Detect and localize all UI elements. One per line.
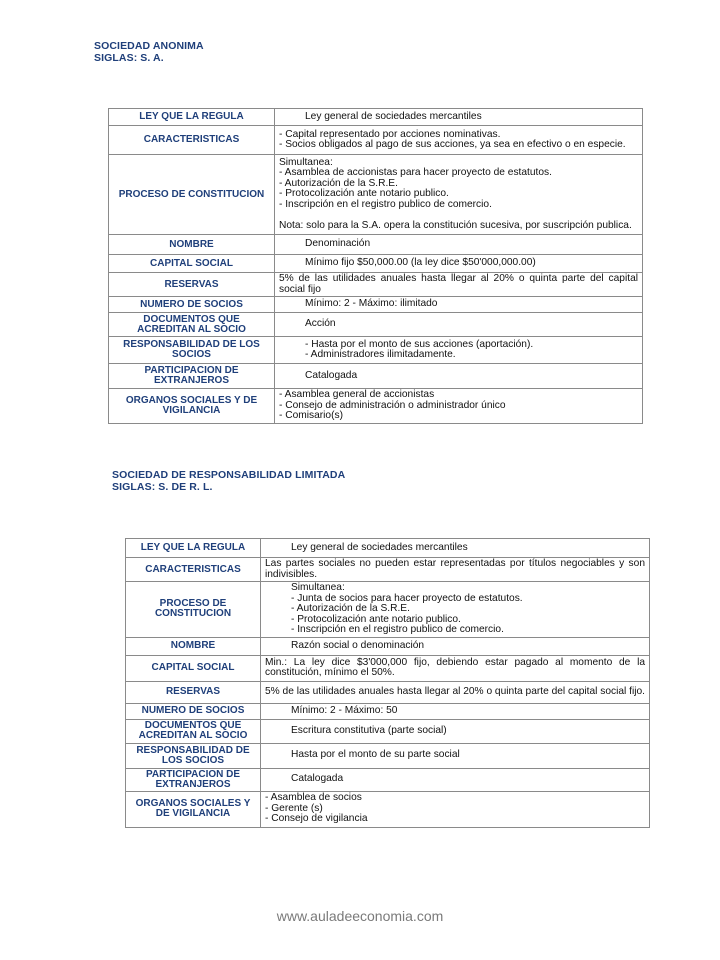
sa-row [109, 255, 643, 273]
srl-value-line: 5% de las utilidades anuales hasta llegar al 20% o quinta parte del capital social fijo. [265, 685, 646, 697]
srl-row-value [261, 582, 650, 638]
sa-value-line: Catalogada [305, 369, 358, 381]
sa-row-label: CARACTERISTICAS [109, 126, 275, 155]
sa-row-label: PARTICIPACION DE EXTRANJEROS [109, 364, 275, 389]
sa-row-value [275, 364, 643, 389]
sa-row [109, 109, 643, 126]
sa-row-label: RESPONSABILIDAD DE LOS SOCIOS [109, 337, 275, 364]
sa-value-line: Simultanea: [279, 156, 333, 168]
srl-row [126, 719, 650, 743]
sa-row [109, 155, 643, 235]
srl-value-line: Min.: La ley dice $3'000,000 fijo, debiendo estar pagado al momento de la constitución, mínimo el 50%. [265, 656, 645, 678]
srl-row-label: CARACTERISTICAS [126, 558, 261, 582]
srl-row-label: NOMBRE [126, 637, 261, 655]
srl-row-value [261, 719, 650, 743]
sa-row [109, 126, 643, 155]
sa-value-line: 5% de las utilidades anuales hasta llegar al 20% o quinta parte del capital social fijo [279, 273, 638, 295]
srl-heading [112, 469, 345, 493]
sa-row-label: ORGANOS SOCIALES Y DE VIGILANCIA [109, 389, 275, 424]
sa-value-line: - Protocolización ante notario publico. [279, 188, 449, 200]
srl-value-line: - Inscripción en el registro publico de comercio. [291, 624, 504, 635]
srl-row-value [261, 637, 650, 655]
sa-row [109, 313, 643, 337]
sa-value-line: - Administradores ilimitadamente. [305, 349, 456, 360]
footer-url[interactable]: www.auladeeconomia.com [276, 908, 444, 924]
sa-value-line: Denominación [305, 238, 371, 250]
srl-value-line: Mínimo: 2 - Máximo: 50 [291, 704, 398, 716]
srl-value-line: - Protocolización ante notario publico. [291, 613, 461, 625]
sa-row-label: RESERVAS [109, 273, 275, 297]
srl-value-line: Escritura constitutiva (parte social) [291, 724, 447, 736]
sa-row [109, 235, 643, 255]
srl-row-label: PARTICIPACION DE EXTRANJEROS [126, 768, 261, 791]
srl-row [126, 681, 650, 703]
sa-value-line: - Hasta por el monto de sus acciones (aportación). [305, 338, 534, 350]
sa-row [109, 389, 643, 424]
srl-row-value [261, 743, 650, 768]
srl-row [126, 637, 650, 655]
srl-row-label: DOCUMENTOS QUE ACREDITAN AL SOCIO [126, 719, 261, 743]
sa-value-line: - Socios obligados al pago de sus acciones, ya sea en efectivo o en especie. [279, 139, 626, 150]
srl-value-line: - Consejo de vigilancia [265, 813, 368, 825]
sa-row-value [275, 255, 643, 273]
srl-row-label: PROCESO DE CONSTITUCION [126, 582, 261, 638]
sa-row-label: PROCESO DE CONSTITUCION [109, 155, 275, 235]
srl-row [126, 743, 650, 768]
sa-row-label: DOCUMENTOS QUE ACREDITAN AL SOCIO [109, 313, 275, 337]
sa-row-value [275, 337, 643, 364]
sa-value-line: - Consejo de administración o administrador único [279, 399, 506, 411]
srl-row [126, 539, 650, 558]
sa-value-line: - Autorización de la S.R.E. [279, 177, 398, 189]
sa-title: SOCIEDAD ANONIMA [94, 40, 204, 52]
srl-title: SOCIEDAD DE RESPONSABILIDAD LIMITADA [112, 469, 346, 481]
sa-value-line: Mínimo fijo $50,000.00 (la ley dice $50'000,000.00) [305, 257, 536, 269]
srl-value-line: Razón social o denominación [291, 639, 425, 651]
sa-value-line: Ley general de sociedades mercantiles [305, 110, 482, 122]
sa-row [109, 297, 643, 313]
sa-row-value [275, 126, 643, 155]
srl-row-label: CAPITAL SOCIAL [126, 655, 261, 681]
sa-row-label: NOMBRE [109, 235, 275, 255]
srl-row [126, 703, 650, 719]
sa-table [108, 108, 643, 424]
srl-row-value [261, 768, 650, 791]
sa-value-line: - Comisario(s) [279, 410, 343, 421]
sa-row-value [275, 389, 643, 424]
srl-value-line: Catalogada [291, 773, 344, 785]
sa-row-value [275, 155, 643, 235]
srl-siglas: SIGLAS: S. DE R. L. [112, 481, 213, 493]
srl-row [126, 791, 650, 827]
sa-siglas: SIGLAS: S. A. [94, 52, 164, 64]
srl-row-label: NUMERO DE SOCIOS [126, 703, 261, 719]
srl-row [126, 655, 650, 681]
srl-row-value [261, 558, 650, 582]
sa-row-label: CAPITAL SOCIAL [109, 255, 275, 273]
sa-row-label: NUMERO DE SOCIOS [109, 297, 275, 313]
sa-value-line: - Capital representado por acciones nominativas. [279, 128, 501, 140]
sa-row-label: LEY QUE LA REGULA [109, 109, 275, 126]
srl-value-line: - Junta de socios para hacer proyecto de estatutos. [291, 592, 523, 604]
sa-row-value [275, 109, 643, 126]
srl-row-value [261, 655, 650, 681]
srl-row-value [261, 791, 650, 827]
srl-row [126, 582, 650, 638]
sa-row [109, 337, 643, 364]
srl-row [126, 768, 650, 791]
srl-row [126, 558, 650, 582]
srl-row-label: ORGANOS SOCIALES Y DE VIGILANCIA [126, 791, 261, 827]
srl-value-line: Las partes sociales no pueden estar representadas por títulos negociables y son indivisibles. [265, 558, 645, 580]
sa-row-value [275, 297, 643, 313]
sa-table-clip [104, 104, 648, 428]
srl-value-line: Simultanea: [291, 582, 345, 593]
sa-value-line: Mínimo: 2 - Máximo: ilimitado [305, 298, 438, 310]
sa-row-value [275, 313, 643, 337]
sa-value-line: - Asamblea general de accionistas [279, 389, 435, 400]
sa-heading [94, 40, 204, 64]
srl-row-value [261, 703, 650, 719]
srl-row-label: RESPONSABILIDAD DE LOS SOCIOS [126, 743, 261, 768]
srl-table [125, 538, 650, 828]
sa-value-line: Acción [305, 318, 336, 330]
srl-row-value [261, 539, 650, 558]
srl-value-line: Ley general de sociedades mercantiles [291, 541, 468, 553]
srl-row-label: LEY QUE LA REGULA [126, 539, 261, 558]
sa-value-line: Nota: solo para la S.A. opera la constitución sucesiva, por suscripción publica. [279, 219, 632, 231]
srl-value-line: Hasta por el monto de su parte social [291, 749, 460, 761]
sa-value-line: - Inscripción en el registro publico de comercio. [279, 198, 492, 210]
srl-row-value [261, 681, 650, 703]
sa-row [109, 273, 643, 297]
srl-row-label: RESERVAS [126, 681, 261, 703]
sa-row-value [275, 273, 643, 297]
srl-value-line: - Autorización de la S.R.E. [291, 603, 410, 614]
sa-row-value [275, 235, 643, 255]
sa-value-line: - Asamblea de accionistas para hacer proyecto de estatutos. [279, 167, 552, 179]
srl-value-line: - Gerente (s) [265, 802, 323, 814]
sa-row [109, 364, 643, 389]
srl-value-line: - Asamblea de socios [265, 792, 362, 804]
